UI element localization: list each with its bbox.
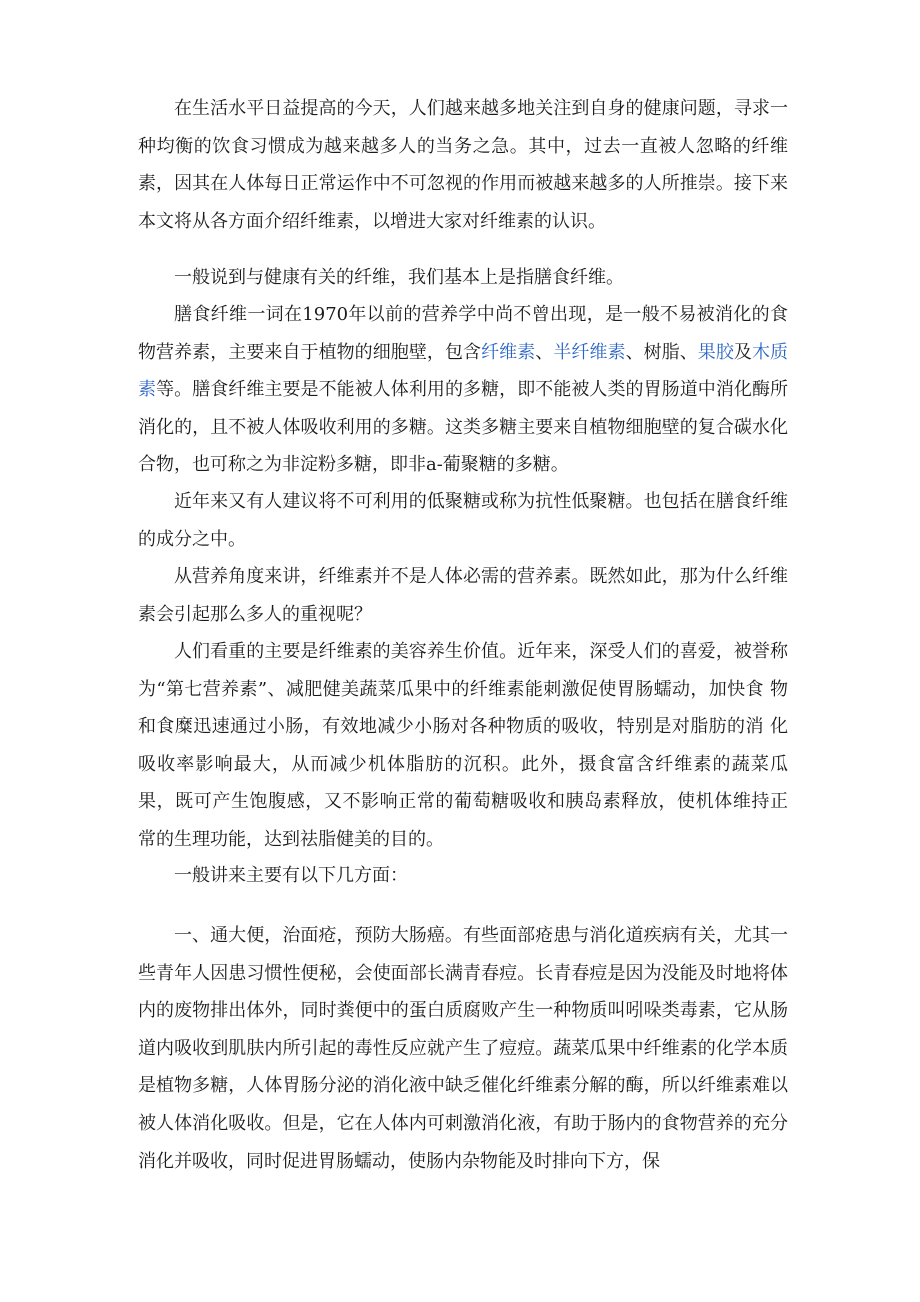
definition-separator-1: 、 xyxy=(535,341,554,363)
paragraph-nutrition: 从营养角度来讲，纤维素并不是人体必需的营养素。既然如此，那为什么纤维素会引起那么多人的重视呢？ xyxy=(138,566,788,625)
paragraph-intro: 在生活水平日益提高的今天，人们越来越多地关注到自身的健康问题，寻求一种均衡的饮食习惯成为越来越多人的当务之急。其中，过去一直被人忽略的纤维素，因其在人体每日正常运作中不可忽视的作用而被越来越多的人所推崇。接下来本文将从各方面介绍纤维素，以增进大家对纤维素的认识。 xyxy=(138,98,788,232)
definition-text-before: 膳食纤维一词在1970年以前的营养学中尚不曾出现，是一般不易被消化的食物营养素，主要来自于植物的细胞壁，包含 xyxy=(138,304,788,363)
paragraph-point-one: 一、通大便，治面疮，预防大肠癌。有些面部疮患与消化道疾病有关，尤其一些青年人因患习惯性便秘，会使面部长满青春痘。长青春痘是因为没能及时地将体内的废物排出体外，同时粪便中的蛋白质腐败产生一种物质叫吲哚类毒素，它从肠道内吸收到肌肤内所引起的毒性反应就产生了痘痘。蔬菜瓜果中纤维素的化学本质是植物多糖，人体胃肠分泌的消化液中缺乏催化纤维素分解的酶，所以纤维素难以被人体消化吸收。但是，它在人体内可刺激消化液，有助于肠内的食物营养的充分消化并吸收，同时促进胃肠蠕动，使肠内杂物能及时排向下方，保 xyxy=(138,925,788,1172)
paragraph-oligosaccharide: 近年来又有人建议将不可利用的低聚糖或称为抗性低聚糖。也包括在膳食纤维的成分之中。 xyxy=(138,491,788,550)
link-cellulose[interactable]: 纤维素 xyxy=(481,341,536,363)
paragraph-aspects-intro: 一般讲来主要有以下几方面： xyxy=(174,865,408,886)
definition-separator-2: 、树脂、 xyxy=(625,341,698,363)
paragraph-definition xyxy=(138,296,788,484)
paragraph-beauty-value: 人们看重的主要是纤维素的美容养生价值。近年来，深受人们的喜爱，被誉称为“第七营养素”、减肥健美蔬菜瓜果中的纤维素能刺激促使胃肠蠕动，加快食 物和食糜迅速通过小肠，有效地减少小肠对各种物质的吸收，特别是对脂肪的消 化吸收率影响最大，从而减少机体脂肪的沉积。此外，摄食富含纤维素的蔬菜瓜 果，既可产生饱腹感，又不影响正常的葡萄糖吸收和胰岛素释放，使机体维持正 常的生理功能，达到祛脂健美的目的。 xyxy=(138,641,788,850)
definition-text-after: 等。膳食纤维主要是不能被人体利用的多糖，即不能被人类的胃肠道中消化酶所消化的，且不被人体吸收利用的多糖。这类多糖主要来自植物细胞壁的复合碳水化合物，也可称之为非淀粉多糖，即非a-葡聚糖的多糖。 xyxy=(138,379,789,476)
definition-separator-3: 及 xyxy=(733,341,752,363)
paragraph-dietary-fiber: 一般说到与健康有关的纤维，我们基本上是指膳食纤维。 xyxy=(174,267,624,288)
link-hemicellulose[interactable]: 半纤维素 xyxy=(553,341,626,363)
link-lignin[interactable]: 木质素 xyxy=(138,341,789,401)
link-pectin[interactable]: 果胶 xyxy=(697,341,734,363)
